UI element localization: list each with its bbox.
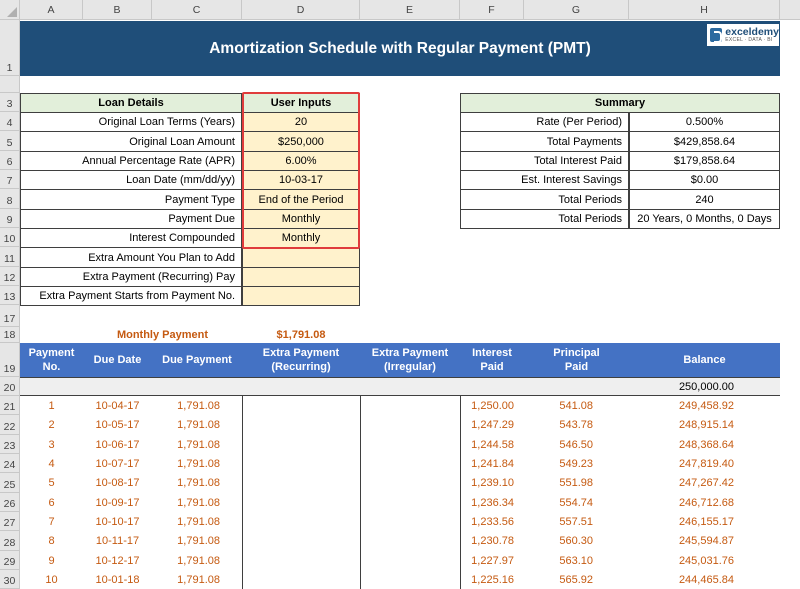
loan-label-apr[interactable]: Annual Percentage Rate (APR)	[20, 151, 242, 171]
cell-due-date[interactable]: 10-09-17	[95, 496, 140, 509]
cell-interest-paid[interactable]: 1,230.78	[471, 534, 514, 547]
row-header-26[interactable]: 26	[0, 493, 20, 512]
column-header-b[interactable]: B	[83, 0, 152, 20]
cell-due-payment[interactable]: 1,791.08	[177, 534, 220, 547]
cell-extra-irregular[interactable]	[361, 454, 460, 473]
row-header-5[interactable]: 5	[0, 131, 20, 151]
row-header-17[interactable]: 17	[0, 305, 20, 327]
cell-interest-paid[interactable]: 1,244.58	[471, 438, 514, 451]
cell-interest-paid[interactable]: 1,227.97	[471, 554, 514, 567]
row-header-12[interactable]: 12	[0, 267, 20, 286]
loan-input-extra-amount[interactable]	[242, 247, 360, 268]
cell-extra-recurring[interactable]	[243, 454, 360, 473]
cell-payment-no[interactable]: 2	[48, 418, 55, 431]
cell-balance[interactable]: 248,368.64	[678, 438, 734, 451]
cell-balance[interactable]: 248,915.14	[678, 418, 734, 431]
summary-label-total-interest[interactable]: Total Interest Paid	[460, 151, 629, 171]
cell-principal-paid[interactable]: 557.51	[559, 515, 593, 528]
cell-due-payment[interactable]: 1,791.08	[177, 457, 220, 470]
cell-extra-recurring[interactable]	[243, 415, 360, 434]
cell-extra-recurring[interactable]	[243, 396, 360, 415]
cell-principal-paid[interactable]: 554.74	[559, 496, 593, 509]
cell-due-date[interactable]: 10-08-17	[95, 476, 140, 489]
row-header-20[interactable]: 20	[0, 377, 20, 396]
opening-balance-value[interactable]: 250,000.00	[678, 380, 734, 393]
row-header-30[interactable]: 30	[0, 570, 20, 589]
loan-label-extra-start[interactable]: Extra Payment Starts from Payment No.	[20, 286, 242, 306]
cell-principal-paid[interactable]: 543.78	[559, 418, 593, 431]
cell-interest-paid[interactable]: 1,247.29	[471, 418, 514, 431]
row-header-13[interactable]: 13	[0, 286, 20, 305]
cell-principal-paid[interactable]: 551.98	[559, 476, 593, 489]
cell-interest-paid[interactable]: 1,239.10	[471, 476, 514, 489]
cell-due-payment[interactable]: 1,791.08	[177, 515, 220, 528]
loan-input-terms[interactable]: 20	[242, 112, 360, 132]
summary-value-total-interest[interactable]: $179,858.64	[629, 151, 780, 171]
cell-extra-recurring[interactable]	[243, 570, 360, 589]
loan-input-date[interactable]: 10-03-17	[242, 170, 360, 190]
loan-label-extra-recurring[interactable]: Extra Payment (Recurring) Pay	[20, 267, 242, 287]
cell-principal-paid[interactable]: 549.23	[559, 457, 593, 470]
cell-due-payment[interactable]: 1,791.08	[177, 554, 220, 567]
cell-principal-paid[interactable]: 563.10	[559, 554, 593, 567]
summary-label-total-periods[interactable]: Total Periods	[460, 189, 629, 210]
cell-due-payment[interactable]: 1,791.08	[177, 418, 220, 431]
loan-label-compounded[interactable]: Interest Compounded	[20, 228, 242, 248]
row-header-4[interactable]: 4	[0, 112, 20, 131]
cell-extra-irregular[interactable]	[361, 551, 460, 570]
cell-extra-irregular[interactable]	[361, 493, 460, 512]
header-interest-paid[interactable]: Interest Paid	[460, 343, 524, 377]
header-due-payment[interactable]: Due Payment	[152, 343, 242, 377]
loan-input-apr[interactable]: 6.00%	[242, 151, 360, 171]
row-header-6[interactable]: 6	[0, 151, 20, 170]
cell-due-date[interactable]: 10-06-17	[95, 438, 140, 451]
loan-label-amount[interactable]: Original Loan Amount	[20, 131, 242, 152]
loan-input-compounded[interactable]: Monthly	[242, 228, 360, 248]
loan-label-date[interactable]: Loan Date (mm/dd/yy)	[20, 170, 242, 190]
column-header-a[interactable]: A	[20, 0, 83, 20]
cell-due-date[interactable]: 10-11-17	[95, 534, 140, 547]
cell-payment-no[interactable]: 3	[48, 438, 55, 451]
cell-due-date[interactable]: 10-05-17	[95, 418, 140, 431]
cell-balance[interactable]: 249,458.92	[678, 399, 734, 412]
cell-due-payment[interactable]: 1,791.08	[177, 438, 220, 451]
loan-details-header[interactable]: Loan Details	[20, 93, 242, 113]
row-header-29[interactable]: 29	[0, 551, 20, 570]
summary-value-total-periods-duration[interactable]: 20 Years, 0 Months, 0 Days	[629, 209, 780, 229]
header-extra-irregular[interactable]: Extra Payment (Irregular)	[360, 343, 460, 377]
cell-due-payment[interactable]: 1,791.08	[177, 399, 220, 412]
cell-balance[interactable]: 245,031.76	[678, 554, 734, 567]
cell-extra-recurring[interactable]	[243, 493, 360, 512]
cell-due-date[interactable]: 10-01-18	[95, 573, 140, 586]
row-header-22[interactable]: 22	[0, 415, 20, 435]
cell-balance[interactable]: 244,465.84	[678, 573, 734, 586]
cell-balance[interactable]: 247,267.42	[678, 476, 734, 489]
cell-extra-irregular[interactable]	[361, 435, 460, 454]
cell-principal-paid[interactable]: 560.30	[559, 534, 593, 547]
header-due-date[interactable]: Due Date	[83, 343, 152, 377]
cell-interest-paid[interactable]: 1,233.56	[471, 515, 514, 528]
cell-payment-no[interactable]: 5	[48, 476, 55, 489]
cell-payment-no[interactable]: 1	[48, 399, 55, 412]
sheet-title[interactable]: Amortization Schedule with Regular Payment (PMT)	[20, 21, 780, 76]
user-inputs-header[interactable]: User Inputs	[242, 93, 360, 113]
column-header-d[interactable]: D	[242, 0, 360, 20]
cell-payment-no[interactable]: 7	[48, 515, 55, 528]
row-header-27[interactable]: 27	[0, 512, 20, 531]
summary-value-total-periods[interactable]: 240	[629, 189, 780, 210]
row-header-18[interactable]: 18	[0, 327, 20, 343]
cell-extra-recurring[interactable]	[243, 551, 360, 570]
logo-main-text: exceldemy	[725, 25, 779, 38]
loan-input-amount[interactable]: $250,000	[242, 131, 360, 152]
cell-interest-paid[interactable]: 1,250.00	[471, 399, 514, 412]
row-header-1[interactable]: 1	[0, 20, 20, 76]
cell-due-date[interactable]: 10-10-17	[95, 515, 140, 528]
cell-balance[interactable]: 247,819.40	[678, 457, 734, 470]
row-header-28[interactable]: 28	[0, 531, 20, 551]
row-header-7[interactable]: 7	[0, 170, 20, 189]
cell-extra-irregular[interactable]	[361, 531, 460, 550]
row-header-24[interactable]: 24	[0, 454, 20, 473]
column-header-blank	[780, 0, 800, 20]
column-header-h[interactable]: H	[629, 0, 780, 20]
cell-payment-no[interactable]: 6	[48, 496, 55, 509]
loan-input-payment-type[interactable]: End of the Period	[242, 189, 360, 210]
row-header-3[interactable]: 3	[0, 93, 20, 112]
cell-principal-paid[interactable]: 565.92	[559, 573, 593, 586]
cell-due-date[interactable]: 10-04-17	[95, 399, 140, 412]
summary-label-total-payments[interactable]: Total Payments	[460, 131, 629, 152]
cell-payment-no[interactable]: 8	[48, 534, 55, 547]
row-header-19[interactable]: 19	[0, 343, 20, 377]
row-header-8[interactable]: 8	[0, 189, 20, 209]
cell-payment-no[interactable]: 4	[48, 457, 55, 470]
header-balance[interactable]: Balance	[629, 343, 780, 377]
cell-extra-recurring[interactable]	[243, 512, 360, 531]
cell-balance[interactable]: 245,594.87	[678, 534, 734, 547]
exceldemy-logo	[707, 24, 779, 46]
header-extra-recurring[interactable]: Extra Payment (Recurring)	[242, 343, 360, 377]
cell-payment-no[interactable]: 9	[48, 554, 55, 567]
loan-label-terms[interactable]: Original Loan Terms (Years)	[20, 112, 242, 132]
summary-value-interest-savings[interactable]: $0.00	[629, 170, 780, 190]
row-header-2[interactable]	[0, 76, 20, 93]
summary-label-interest-savings[interactable]: Est. Interest Savings	[460, 170, 629, 190]
row-header-11[interactable]: 11	[0, 247, 20, 267]
row-header-21[interactable]: 21	[0, 396, 20, 415]
row-header-23[interactable]: 23	[0, 435, 20, 454]
cell-extra-irregular[interactable]	[361, 570, 460, 589]
summary-label-rate[interactable]: Rate (Per Period)	[460, 112, 629, 132]
monthly-payment-value[interactable]: $1,791.08	[276, 329, 326, 341]
cell-principal-paid[interactable]: 546.50	[559, 438, 593, 451]
summary-header[interactable]: Summary	[460, 93, 780, 113]
header-payment-no[interactable]: Payment No.	[20, 343, 83, 377]
loan-label-payment-due[interactable]: Payment Due	[20, 209, 242, 229]
cell-due-date[interactable]: 10-12-17	[95, 554, 140, 567]
cell-extra-recurring[interactable]	[243, 435, 360, 454]
cell-extra-recurring[interactable]	[243, 531, 360, 550]
monthly-payment-label[interactable]: Monthly Payment	[116, 329, 209, 341]
select-all-corner[interactable]	[0, 0, 20, 20]
cell-balance[interactable]: 246,712.68	[678, 496, 734, 509]
cell-extra-irregular[interactable]	[361, 473, 460, 492]
cell-due-payment[interactable]: 1,791.08	[177, 496, 220, 509]
summary-label-total-periods-duration[interactable]: Total Periods	[460, 209, 629, 229]
loan-input-extra-start[interactable]	[242, 286, 360, 306]
cell-due-payment[interactable]: 1,791.08	[177, 476, 220, 489]
cell-due-date[interactable]: 10-07-17	[95, 457, 140, 470]
cell-due-payment[interactable]: 1,791.08	[177, 573, 220, 586]
cell-extra-irregular[interactable]	[361, 512, 460, 531]
cell-balance[interactable]: 246,155.17	[678, 515, 734, 528]
loan-label-payment-type[interactable]: Payment Type	[20, 189, 242, 210]
cell-extra-irregular[interactable]	[361, 415, 460, 434]
loan-label-extra-amount[interactable]: Extra Amount You Plan to Add	[20, 247, 242, 268]
cell-extra-recurring[interactable]	[243, 473, 360, 492]
cell-interest-paid[interactable]: 1,241.84	[471, 457, 514, 470]
logo-icon	[710, 28, 722, 42]
cell-interest-paid[interactable]: 1,225.16	[471, 573, 514, 586]
cell-principal-paid[interactable]: 541.08	[559, 399, 593, 412]
column-header-g[interactable]: G	[524, 0, 629, 20]
column-header-f[interactable]: F	[460, 0, 524, 20]
cell-interest-paid[interactable]: 1,236.34	[471, 496, 514, 509]
header-principal-paid[interactable]: Principal Paid	[524, 343, 629, 377]
column-header-e[interactable]: E	[360, 0, 460, 20]
row-header-9[interactable]: 9	[0, 209, 20, 228]
cell-extra-irregular[interactable]	[361, 396, 460, 415]
row-header-10[interactable]: 10	[0, 228, 20, 247]
loan-input-payment-due[interactable]: Monthly	[242, 209, 360, 229]
column-header-c[interactable]: C	[152, 0, 242, 20]
cell-payment-no[interactable]: 10	[45, 573, 58, 586]
row-header-25[interactable]: 25	[0, 473, 20, 493]
summary-value-rate[interactable]: 0.500%	[629, 112, 780, 132]
summary-value-total-payments[interactable]: $429,858.64	[629, 131, 780, 152]
loan-input-extra-recurring[interactable]	[242, 267, 360, 287]
logo-sub-text: EXCEL · DATA · BI	[725, 37, 773, 44]
